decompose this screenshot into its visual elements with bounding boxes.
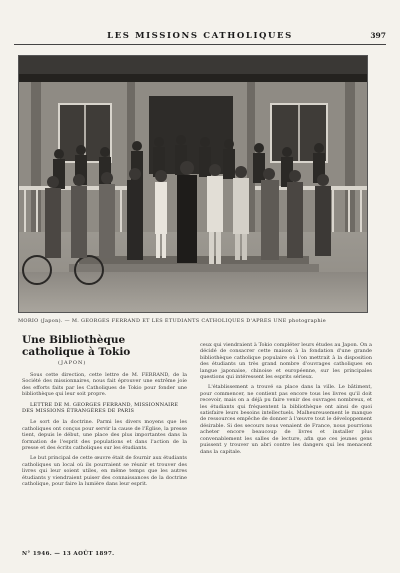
article-subtitle: (JAPON) [58,360,87,366]
running-header [14,30,386,45]
page-number: 397 [370,31,386,40]
article-intro: Sous cette direction, cette lettre de M. FERRAND, de la Société des missionnaires, nous fait éprouver une extrême joie des efforts faits par les Catholiques de Tokio pour fonder une bibliothèque qui leur soit propre. [22,372,187,398]
photo-caption: MORIO (Japon). — M. GEORGES FERRAND ET LES ÉTUDIANTS CATHOLIQUES D'APRÈS UNE photographie [18,318,327,324]
issue-footer: N° 1946. — 13 AOÛT 1897. [22,551,115,557]
left-paragraph: Le but principal de cette œuvre était de fournir aux étudiants catholiques un local où ils pourraient se réunir et trouver des livres qui leur soient utiles, en même temps que les autres étudiants y viendraient puiser des connaissances de la doctrine catholique, pour faire la lumière dans leur esprit. [22,455,187,488]
letter-heading: LETTRE DE M. GEORGES FERRAND, MISSIONNAIRE DES MISSIONS ÉTRANGÈRES DE PARIS [22,401,179,415]
photo-illustration [19,56,367,312]
journal-title: LES MISSIONS CATHOLIQUES [107,31,293,41]
article-title: Une Bibliothèque catholique à Tokio [22,334,131,358]
left-column [22,330,187,492]
right-column [200,342,372,459]
group-photograph [18,55,368,313]
right-paragraph: ceux qui viendraient à Tokio compléter leurs études au Japon. On a décidé de consacrer cette maison à la fondation d'une grande bibliothèque catholique populaire où l'on mettrait à la disposition des étudiants un très grand nombre d'ouvrages catholiques en langue japonaise, chinoise et européenne, sur les principales questions qui intéressent les esprits sérieux. [200,342,372,381]
left-paragraph: Le sort de la doctrine. Parmi les divers moyens que les catholiques ont conçus pour servir la cause de l'Église, la presse tient, depuis le début, une place des plus importantes dans la formation de l'esprit des populations et dans l'action de la presse et des écrits catholiques sur les étudiants. [22,419,187,452]
right-paragraph: L'établissement a trouvé sa place dans la ville. Le bâtiment, pour commencer, ne contient pas encore tous les livres qu'il doit recevoir, mais on a déjà pu faire venir des ouvrages nombreux, et les étudiants qui fréquentent la bibliothèque ont ainsi de quoi satisfaire leurs besoins intellectuels. Malheureusement le manque de ressources empêche de donner à l'œuvre tout le développement désirable. Si des secours nous venaient de France, nous pourrions acheter encore beaucoup de livres et installer plus convenablement les salles de lecture, afin que ces jeunes gens puissent y trouver un abri contre les dangers qui les menacent dans la capitale. [200,384,372,455]
